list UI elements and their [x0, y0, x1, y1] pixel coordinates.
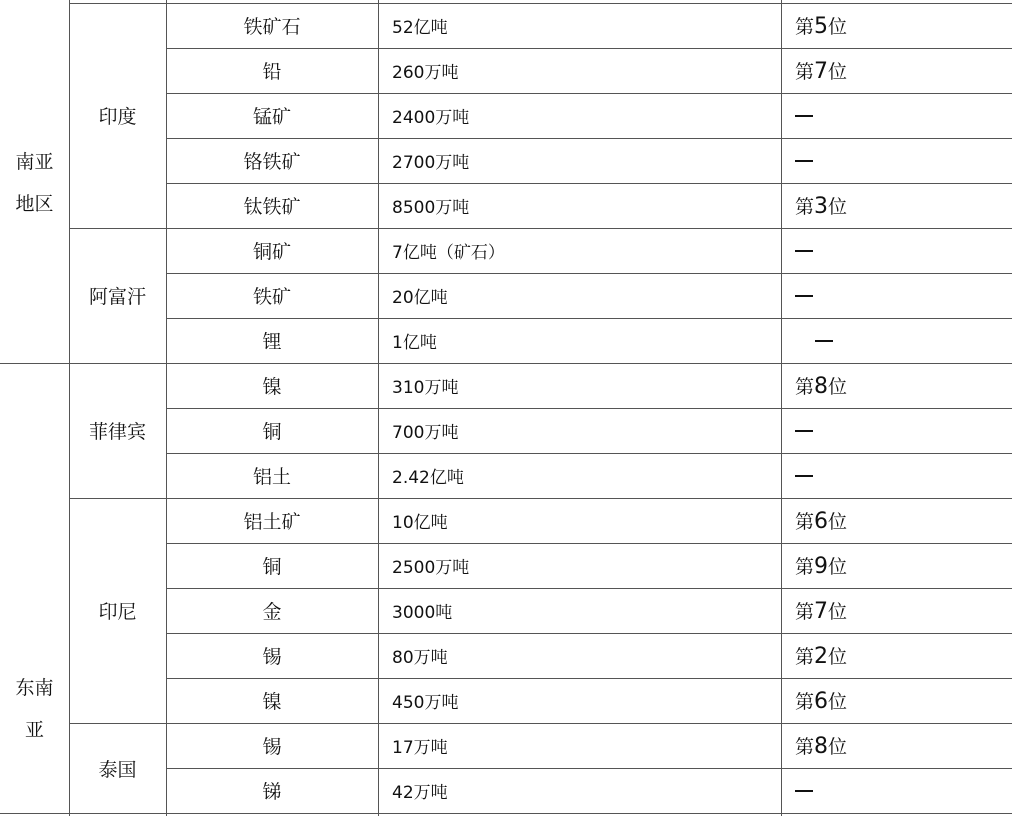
world-rank-cell — [781, 768, 1012, 813]
reserve-amount-cell: 20亿吨 — [392, 288, 448, 308]
reserve-amount-cell: 310万吨 — [392, 378, 459, 398]
region-divider — [0, 813, 69, 814]
world-rank-cell — [781, 723, 1012, 768]
reserve-amount-cell: 2400万吨 — [392, 108, 470, 128]
column-line — [69, 0, 70, 816]
country-divider — [69, 813, 1012, 814]
rank-text: 第6位 — [795, 509, 848, 534]
mineral-cell: 锡 — [262, 646, 282, 668]
mineral-cell: 镍 — [262, 691, 282, 713]
rank-text: 第8位 — [795, 374, 848, 399]
world-rank-cell — [781, 588, 1012, 633]
column-line — [378, 0, 379, 816]
mineral-cell: 锑 — [262, 781, 282, 803]
country-cell: 菲律宾 — [88, 421, 146, 443]
rank-text: 第7位 — [795, 59, 848, 84]
dash-mark — [795, 295, 813, 297]
rank-text: 第5位 — [795, 14, 848, 39]
world-rank-cell — [781, 543, 1012, 588]
world-rank-cell — [781, 453, 1012, 498]
reserve-amount-cell: 17万吨 — [392, 738, 448, 758]
dash-mark — [795, 160, 813, 162]
table-top-border — [69, 3, 1012, 4]
rank-text: 第7位 — [795, 599, 848, 624]
world-rank-cell — [781, 633, 1012, 678]
column-line — [781, 0, 782, 816]
dash-mark — [815, 340, 833, 342]
reserve-amount-cell: 1亿吨 — [392, 333, 437, 353]
reserve-amount-cell: 450万吨 — [392, 693, 459, 713]
mineral-cell: 铁矿 — [252, 286, 291, 308]
reserve-amount-cell: 7亿吨（矿石） — [392, 243, 505, 263]
reserve-amount-cell: 80万吨 — [392, 648, 448, 668]
world-rank-cell — [781, 138, 1012, 183]
dash-mark — [795, 430, 813, 432]
reserve-amount-cell: 2700万吨 — [392, 153, 470, 173]
mineral-cell: 金 — [262, 601, 282, 623]
reserve-amount-cell: 2.42亿吨 — [392, 468, 464, 488]
region-name — [15, 667, 53, 813]
world-rank-cell — [781, 678, 1012, 723]
world-rank-cell — [781, 93, 1012, 138]
country-cell: 印度 — [98, 106, 137, 128]
region-name — [15, 141, 53, 225]
mineral-cell: 铜 — [262, 556, 282, 578]
rank-text: 第9位 — [795, 554, 848, 579]
reserve-amount-cell: 700万吨 — [392, 423, 459, 443]
world-rank-cell — [781, 273, 1012, 318]
country-cell: 阿富汗 — [88, 286, 146, 308]
column-line — [166, 0, 167, 816]
region-name-line: 地区 — [15, 193, 54, 215]
dash-mark — [795, 250, 813, 252]
mineral-cell: 锰矿 — [252, 106, 291, 128]
world-rank-cell — [781, 48, 1012, 93]
reserve-amount-cell: 8500万吨 — [392, 198, 470, 218]
mineral-cell: 锡 — [262, 736, 282, 758]
region-name-line: 南亚 — [15, 151, 54, 173]
world-rank-cell — [781, 183, 1012, 228]
world-rank-cell — [781, 3, 1012, 48]
world-rank-cell — [781, 408, 1012, 453]
mineral-cell: 钛铁矿 — [243, 196, 301, 218]
world-rank-cell — [781, 363, 1012, 408]
world-rank-cell — [781, 228, 1012, 273]
mineral-cell: 铅 — [262, 61, 282, 83]
reserve-amount-cell: 52亿吨 — [392, 18, 448, 38]
mineral-cell: 镍 — [262, 376, 282, 398]
rank-text: 第3位 — [795, 194, 848, 219]
dash-mark — [795, 790, 813, 792]
mineral-cell: 铜矿 — [252, 241, 291, 263]
region-name-line: 东南 — [15, 677, 54, 699]
region-cell — [0, 363, 69, 813]
mineral-cell: 锂 — [262, 331, 282, 353]
reserve-amount-cell: 10亿吨 — [392, 513, 448, 533]
rank-text: 第6位 — [795, 689, 848, 714]
mineral-cell: 铝土 — [252, 466, 291, 488]
mineral-cell: 铝土矿 — [243, 511, 301, 533]
rank-text: 第2位 — [795, 644, 848, 669]
mineral-cell: 铁矿石 — [243, 16, 301, 38]
reserve-amount-cell: 2500万吨 — [392, 558, 470, 578]
reserve-amount-cell: 260万吨 — [392, 63, 459, 83]
dash-mark — [795, 475, 813, 477]
region-cell — [0, 3, 69, 363]
dash-mark — [795, 115, 813, 117]
mineral-cell: 铜 — [262, 421, 282, 443]
world-rank-cell — [781, 498, 1012, 543]
world-rank-cell — [781, 318, 1012, 363]
rank-text: 第8位 — [795, 734, 848, 759]
country-cell: 印尼 — [98, 601, 137, 623]
country-cell: 泰国 — [98, 758, 137, 781]
region-name-line: 亚 — [24, 719, 44, 741]
reserve-amount-cell: 42万吨 — [392, 783, 448, 803]
mineral-cell: 铬铁矿 — [243, 151, 301, 173]
reserve-amount-cell: 3000吨 — [392, 603, 453, 623]
